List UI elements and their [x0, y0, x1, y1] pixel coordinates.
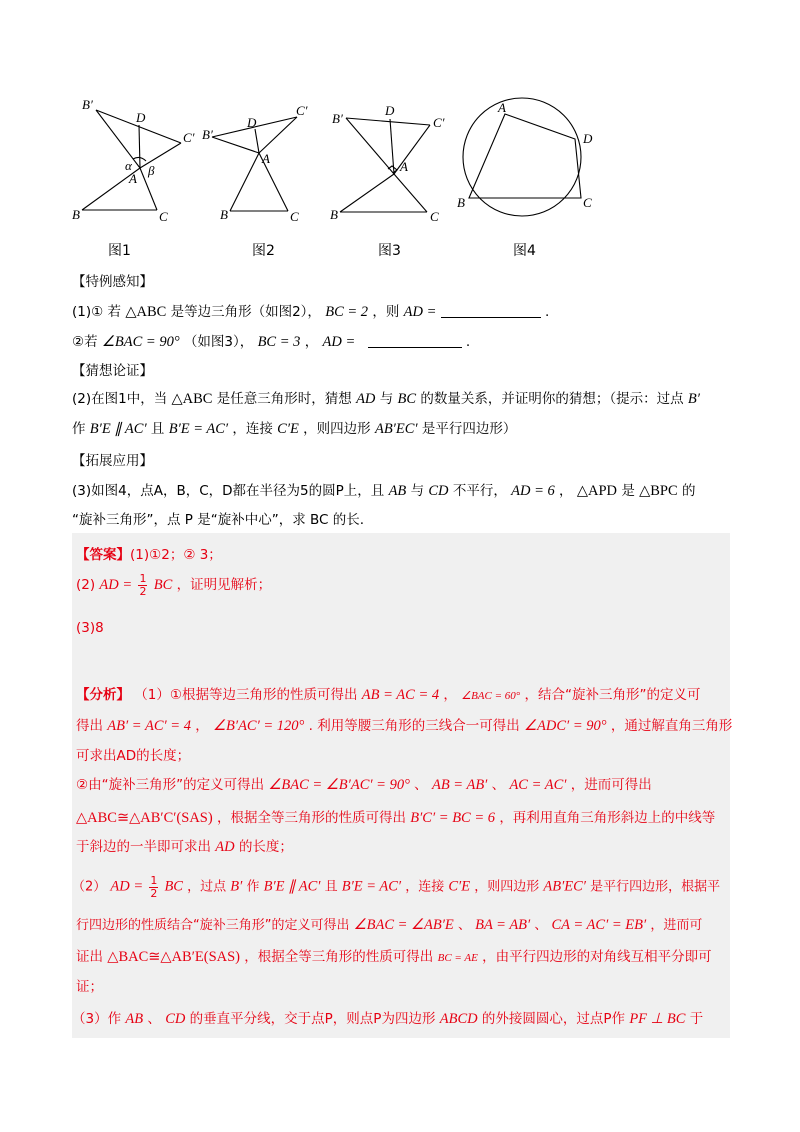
answer-line-3: (3)8: [76, 620, 104, 636]
analysis-p2-l1-sep-1: 、: [414, 777, 428, 793]
q2-line2-e: 是平行四边形）: [421, 421, 517, 437]
q3-bpc: △BPC: [639, 483, 678, 499]
analysis-p4-l1-perp: PF ⊥ BC: [629, 1011, 686, 1027]
analysis-p3-line-2: [76, 914, 702, 934]
analysis-p1-l2-sep: ，: [195, 718, 209, 734]
q3-text-b: 与: [410, 483, 425, 499]
analysis-p2-line-1: [76, 773, 652, 794]
analysis-p3-l1-text-b: ，过点: [187, 879, 227, 895]
fig3-label-a: A: [400, 159, 408, 174]
analysis-p3-l2-text-a: 行四边形的性质结合“旋补三角形”的定义可得出: [76, 918, 350, 933]
answer-line-1: [76, 543, 222, 563]
analysis-p3-numerator: 1: [150, 874, 158, 887]
fig4-label-a: A: [498, 100, 506, 115]
analysis-p3-l2-text-b: ，进而可: [650, 918, 703, 933]
q2-line2-c: ，连接: [232, 421, 273, 437]
fig4-label-d: D: [583, 131, 593, 146]
analysis-p2-l2-eq: B′C′ = BC = 6: [410, 810, 496, 826]
figure-3-diagram: [330, 95, 460, 235]
analysis-p3-l3-text-a: 证出: [76, 949, 103, 965]
analysis-p3-l1-text-c: 作: [246, 879, 260, 895]
q1a-end: .: [545, 304, 550, 320]
q1b-middle-text: （如图3），: [183, 334, 254, 350]
q2-b-prime: B′: [687, 391, 700, 407]
q2-text-a: (2)在图1中，当: [72, 391, 168, 407]
analysis-p3-l1-text-e: ，连接: [405, 879, 445, 895]
analysis-p3-l1-ad: AD =: [110, 878, 144, 895]
analysis-p1-line-3: 可求出AD的长度；: [76, 748, 191, 764]
fig2-label-c-prime: C′: [296, 103, 308, 118]
q1a-then-text: ，则: [372, 304, 400, 320]
analysis-p3-l3-congruence: △BAC≅△AB′E(SAS): [107, 949, 240, 965]
analysis-p2-l3-ad: AD: [215, 839, 235, 855]
analysis-p1-l2-text-a: 得出: [76, 718, 103, 734]
q1b-prefix: ②若: [72, 334, 98, 350]
q2-text-c: 与: [379, 391, 394, 407]
analysis-p3-l2-eq-2: CA = AC′ = EB′: [551, 917, 647, 933]
analysis-p3-fraction: [149, 875, 158, 899]
fig1-label-d: D: [136, 110, 146, 125]
answer-2-denominator: 2: [139, 584, 147, 598]
figure-1-caption: 图1: [108, 243, 131, 259]
q2-text-b: 是任意三角形时，猜想: [216, 391, 352, 407]
q1a-bc-value: BC = 2: [325, 304, 369, 320]
analysis-p3-l1-text-g: 是平行四边形，根据平: [590, 879, 721, 895]
q3-text-a: (3)如图4，点A，B，C，D都在半径为5的圆P上，且: [72, 483, 385, 499]
fig1-label-beta: β: [148, 163, 155, 178]
q2-line2-d: ，则四边形: [303, 421, 371, 437]
q3-text-d: ，: [559, 483, 573, 499]
q2-parallel: B′E ∥ AC′: [89, 421, 147, 437]
q3-ab: AB: [388, 483, 407, 499]
analysis-p1-l1-text-a: （1）①根据等边三角形的性质可得出: [134, 687, 358, 703]
analysis-p1-l2-angle: ∠B′AC′ = 120°: [213, 718, 305, 734]
fig3-label-b-prime: B′: [332, 111, 343, 126]
analysis-p2-l1-sep-2: 、: [491, 777, 506, 793]
analysis-p3-l2-eq-1: BA = AB′: [475, 917, 531, 933]
answer-2-bc: BC: [153, 577, 173, 594]
answer-2-numerator: 1: [139, 572, 147, 585]
question-1b: [72, 334, 470, 350]
q2-bc: BC: [397, 391, 417, 407]
analysis-p2-l3-text-a: 于斜边的一半即可求出: [76, 839, 211, 855]
analysis-p1-l2-text-b: . 利用等腰三角形的三线合一可得出: [308, 718, 520, 734]
analysis-p3-l1-ce: C′E: [448, 878, 471, 895]
analysis-p3-denominator: 2: [150, 886, 158, 900]
figure-3-caption: 图3: [378, 243, 401, 259]
q1b-end: .: [465, 334, 471, 350]
q1a-triangle: △ABC: [125, 304, 167, 320]
analysis-p4-line-1: [72, 1007, 703, 1028]
analysis-p1-line-1: [76, 683, 700, 704]
figures-row: [60, 95, 740, 265]
analysis-p2-l2-text-b: ，再利用直角三角形斜边上的中线等: [499, 810, 716, 826]
fig3-label-b: B: [330, 207, 338, 222]
fig1-label-c-prime: C′: [183, 130, 195, 145]
q2-equal: B′E = AC′: [168, 421, 229, 437]
analysis-p3-l1-text-a: （2）: [72, 879, 107, 895]
answer-analysis-box: [72, 533, 733, 1038]
q1b-answer-blank[interactable]: [368, 334, 462, 348]
analysis-p1-l2-eq: AB′ = AC′ = 4: [107, 718, 191, 734]
q1a-answer-blank[interactable]: [441, 304, 541, 318]
analysis-p4-l1-cd: CD: [165, 1011, 186, 1027]
analysis-p1-l1-text-b: ，结合“旋补三角形”的定义可: [524, 687, 701, 703]
fig3-label-c-prime: C′: [433, 115, 445, 130]
analysis-p1-l2-angle-2: ∠ADC′ = 90°: [524, 718, 607, 734]
fig4-label-c: C: [583, 195, 592, 210]
analysis-p2-l1-text-a: ②由“旋补三角形”的定义可得出: [76, 777, 265, 793]
analysis-p1-l2-text-c: ，通过解直角三角形: [610, 718, 733, 734]
answer-2-fraction: [138, 573, 147, 597]
answer-label: 【答案】: [76, 547, 130, 563]
question-2-line-1: [72, 392, 700, 407]
analysis-p3-line-4: 证；: [76, 979, 103, 995]
figure-4: [455, 95, 605, 265]
analysis-p3-l2-sep-1: 、: [457, 918, 471, 933]
q3-text-f: 的: [681, 483, 696, 499]
analysis-p3-l2-angle: ∠BAC = ∠AB′E: [353, 917, 454, 933]
figure-4-caption: 图4: [513, 243, 536, 259]
analysis-p2-line-2: [76, 806, 715, 827]
analysis-p2-line-3: [76, 835, 293, 856]
q2-text-d: 的数量关系，并证明你的猜想；（提示：过点: [420, 391, 684, 407]
fig2-label-b-prime: B′: [202, 127, 213, 142]
analysis-p3-l1-eq: B′E = AC′: [341, 878, 402, 895]
q1a-ad-label: AD =: [403, 304, 437, 320]
analysis-p2-l2-text-a: ，根据全等三角形的性质可得出: [216, 810, 406, 826]
q1b-ad-label: AD =: [322, 334, 356, 350]
analysis-p3-line-1: [72, 875, 720, 899]
fig1-label-b: B: [72, 207, 80, 222]
analysis-p3-l3-eq: BC = AE: [437, 952, 478, 964]
fig3-label-d: D: [385, 103, 395, 118]
analysis-p3-l2-sep-2: 、: [534, 918, 548, 933]
analysis-p1-line-2: [76, 714, 732, 735]
q3-text-c: 不平行，: [452, 483, 507, 499]
analysis-p3-l1-parallel: B′E ∥ AC′: [263, 878, 321, 895]
analysis-p1-l1-sep: ，: [443, 687, 457, 703]
section-heading-extension: 【拓展应用】: [72, 453, 153, 469]
q3-apd: △APD: [576, 483, 618, 499]
fig1-label-alpha: α: [125, 158, 132, 173]
question-3-line-2: “旋补三角形”，点 P 是“旋补中心”，求 BC 的长.: [72, 512, 365, 528]
analysis-p3-l3-text-b: ，根据全等三角形的性质可得出: [244, 949, 434, 965]
figure-4-diagram: [455, 95, 605, 235]
fig4-label-b: B: [457, 195, 465, 210]
q3-text-e: 是: [621, 483, 635, 499]
q3-ad-value: AD = 6: [511, 483, 555, 499]
q2-line2-a: 作: [72, 421, 86, 437]
question-2-line-2: [72, 422, 516, 437]
q1a-middle-text: 是等边三角形（如图2），: [170, 304, 321, 320]
analysis-p4-l1-sep: 、: [147, 1011, 161, 1027]
q2-ce: C′E: [277, 421, 299, 437]
analysis-p4-l1-abcd: ABCD: [439, 1011, 478, 1027]
analysis-p3-l1-b-prime: B′: [230, 878, 243, 895]
fig2-label-a: A: [262, 151, 270, 166]
answer-2-ad: AD =: [99, 577, 133, 594]
figure-3: [330, 95, 460, 265]
q2-line2-b: 且: [150, 421, 165, 437]
analysis-p2-l1-angle: ∠BAC = ∠B′AC′ = 90°: [268, 777, 410, 793]
analysis-p2-l2-congruence: △ABC≅△AB′C′(SAS): [76, 810, 213, 826]
analysis-p3-line-3: [76, 945, 712, 966]
section-heading-special-cases: 【特例感知】: [72, 274, 153, 290]
fig1-label-b-prime: B′: [82, 97, 93, 112]
analysis-label: 【分析】: [76, 687, 130, 703]
question-3-line-1: [72, 484, 695, 499]
analysis-p3-l1-bc: BC: [164, 878, 183, 895]
analysis-p1-l1-eq: AB = AC = 4: [361, 687, 440, 703]
analysis-p1-l1-angle: ∠BAC = 60°: [461, 690, 521, 702]
figure-2: [200, 95, 320, 265]
analysis-p2-l3-text-b: 的长度；: [238, 839, 293, 855]
analysis-p2-l1-eq-1: AB = AB′: [431, 777, 488, 793]
answer-2-suffix: ，证明见解析；: [176, 577, 272, 594]
fig1-label-a: A: [129, 171, 137, 186]
figure-2-diagram: [200, 95, 320, 235]
q2-ad: AD: [356, 391, 376, 407]
figure-1: [60, 95, 200, 265]
q1a-prefix: (1)① 若: [72, 304, 122, 320]
analysis-p3-l1-quad: AB′EC′: [543, 878, 586, 895]
fig1-label-c: C: [159, 209, 168, 224]
analysis-p4-l1-text-a: （3）作: [72, 1011, 122, 1027]
answer-part-1: (1)①2；② 3；: [130, 547, 222, 563]
q2-quadrilateral: AB′EC′: [374, 421, 418, 437]
fig2-label-b: B: [220, 207, 228, 222]
q1b-angle: ∠BAC = 90°: [101, 334, 180, 350]
analysis-p3-l1-text-d: 且: [324, 879, 338, 895]
question-1a: [72, 304, 549, 320]
fig2-label-c: C: [290, 209, 299, 224]
analysis-p2-l1-text-b: ，进而可得出: [570, 777, 652, 793]
answer-part-2-prefix: (2): [76, 577, 96, 594]
figure-2-caption: 图2: [252, 243, 275, 259]
analysis-p4-l1-text-c: 的外接圆圆心，过点P作: [481, 1011, 626, 1027]
fig2-label-d: D: [247, 115, 257, 130]
fig3-label-c: C: [430, 209, 439, 224]
q3-cd: CD: [428, 483, 449, 499]
analysis-p4-l1-text-b: 的垂直平分线，交于点P，则点P为四边形: [189, 1011, 436, 1027]
analysis-p2-l1-eq-2: AC = AC′: [509, 777, 567, 793]
q1b-separator: ，: [304, 334, 319, 350]
analysis-p4-l1-text-d: 于: [689, 1011, 704, 1027]
answer-line-2: [76, 573, 271, 597]
q1b-bc-value: BC = 3: [257, 334, 301, 350]
analysis-p4-l1-ab: AB: [125, 1011, 144, 1027]
analysis-p3-l3-text-c: ，由平行四边形的对角线互相平分即可: [482, 949, 712, 965]
q2-triangle: △ABC: [171, 391, 213, 407]
figure-1-diagram: [60, 95, 200, 235]
section-heading-conjecture: 【猜想论证】: [72, 363, 153, 379]
analysis-p3-l1-text-f: ，则四边形: [474, 879, 540, 895]
